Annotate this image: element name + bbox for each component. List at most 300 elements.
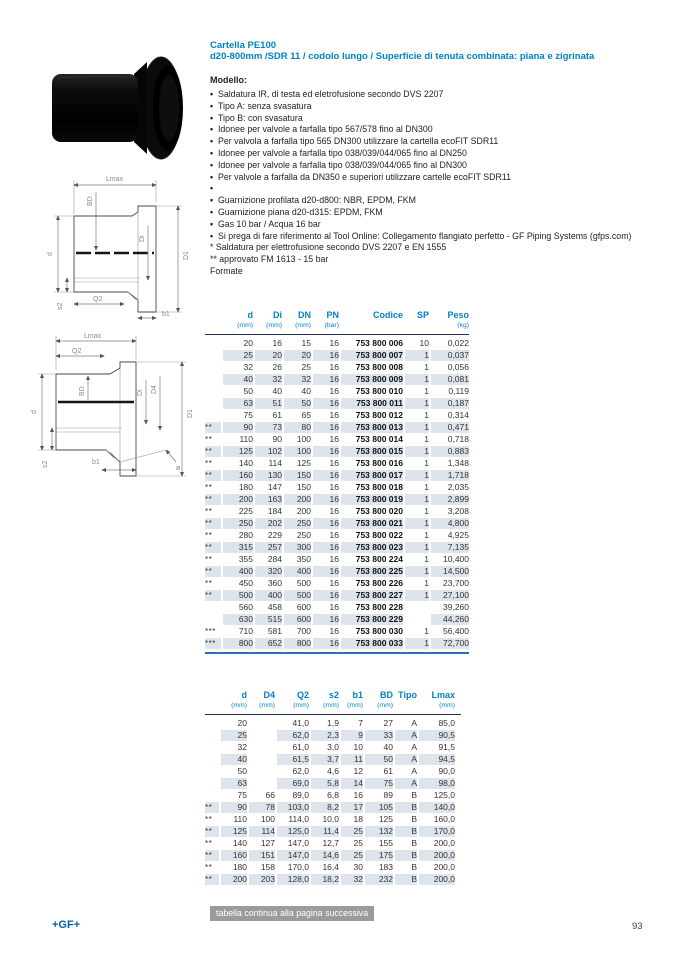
sp-cell: 1 — [424, 362, 429, 372]
model-bullet-item: • Idonee per valvole a farfalla tipo 567/578 fino al DN300 — [210, 124, 660, 136]
pn-cell: 16 — [313, 350, 339, 361]
footnote-marker-cell: ** — [205, 874, 219, 885]
table-row — [205, 410, 469, 421]
pn-cell: 16 — [313, 614, 339, 625]
q2-cell: 103,0 — [277, 802, 309, 813]
bd-cell: 89 — [383, 790, 393, 800]
table-row — [205, 802, 461, 813]
dim-label: Lmax — [84, 333, 102, 340]
table-row — [205, 470, 469, 481]
table-row — [205, 838, 461, 849]
pn-cell: 16 — [329, 530, 339, 540]
sp-cell: 1 — [405, 518, 429, 529]
bd-cell: 132 — [365, 826, 393, 837]
sp-cell: 1 — [405, 638, 429, 649]
sp-cell: 1 — [405, 398, 429, 409]
q2-cell: 61,0 — [292, 742, 309, 752]
dn-cell: 40 — [301, 386, 311, 396]
table-row — [205, 742, 461, 753]
d-cell: 160 — [221, 850, 247, 861]
q2-cell: 147,0 — [277, 850, 309, 861]
footnote-marker-cell: ** — [205, 531, 213, 540]
d-cell: 110 — [233, 814, 247, 824]
table-row — [205, 362, 469, 373]
col-header: Peso — [447, 310, 469, 320]
di-cell: 73 — [255, 422, 282, 433]
sp-cell: 1 — [405, 446, 429, 457]
di-cell: 320 — [255, 566, 282, 577]
d-cell: 25 — [221, 730, 247, 741]
model-bullet-item — [210, 183, 660, 195]
d-cell: 280 — [238, 530, 253, 540]
pn-cell: 16 — [313, 542, 339, 553]
peso-cell: 14,500 — [431, 566, 469, 577]
q2-cell: 69,0 — [277, 778, 309, 789]
dn-cell: 25 — [301, 362, 311, 372]
codice-cell: 753 800 013 — [341, 422, 403, 433]
peso-cell: 56,400 — [443, 626, 469, 636]
model-bullet-item: • Tipo B: con svasatura — [210, 113, 660, 125]
pn-cell: 16 — [329, 410, 339, 420]
footnote-marker-cell: ** — [205, 470, 221, 481]
col-header: Di — [273, 310, 282, 320]
peso-cell: 2,035 — [447, 482, 469, 492]
d-cell: 140 — [232, 838, 247, 848]
table-row — [205, 718, 461, 729]
col-unit: (mm) — [295, 322, 311, 329]
peso-cell: 0,718 — [447, 434, 469, 444]
sp-cell: 1 — [405, 422, 429, 433]
table-row — [205, 778, 461, 789]
table-row — [205, 754, 461, 765]
s2-cell: 11,4 — [311, 826, 339, 837]
b1-cell: 9 — [341, 730, 363, 741]
sp-cell: 1 — [405, 494, 429, 505]
d4-cell: 100 — [260, 814, 275, 824]
footnote-2: ** approvato FM 1613 - 15 bar — [210, 254, 329, 265]
d4-cell: 114 — [249, 826, 275, 837]
footnote-marker-cell: ** — [205, 435, 213, 444]
d-cell: 50 — [243, 386, 253, 396]
pn-cell: 16 — [313, 518, 339, 529]
col-unit: (mm) — [266, 322, 282, 329]
model-bullet-item: • Gas 10 bar / Acqua 16 bar — [210, 219, 660, 231]
di-cell: 652 — [255, 638, 282, 649]
table-row — [205, 494, 469, 505]
gf-logo: +GF+ — [52, 919, 81, 931]
dn-cell: 65 — [301, 410, 311, 420]
b1-cell: 25 — [341, 826, 363, 837]
d-cell: 200 — [221, 874, 247, 885]
dim-label: d — [47, 252, 54, 256]
d-cell: 20 — [243, 338, 253, 348]
codice-cell: 753 800 225 — [341, 566, 403, 577]
peso-cell: 0,471 — [431, 422, 469, 433]
d-cell: 20 — [237, 718, 247, 728]
formats-label: Formate — [210, 265, 243, 276]
di-cell: 32 — [255, 374, 282, 385]
col-unit: (mm) — [237, 322, 253, 329]
dn-cell: 500 — [296, 578, 311, 588]
table-row — [205, 814, 461, 825]
bd-cell: 125 — [378, 814, 393, 824]
s2-cell: 1,9 — [327, 718, 339, 728]
peso-cell: 0,022 — [447, 338, 469, 348]
pn-cell: 16 — [313, 398, 339, 409]
pn-cell: 16 — [329, 554, 339, 564]
d-cell: 63 — [221, 778, 247, 789]
table-row — [205, 602, 469, 613]
codice-cell: 753 800 009 — [341, 374, 403, 385]
bd-cell: 155 — [378, 838, 393, 848]
table-row — [205, 826, 461, 837]
table-row — [205, 766, 461, 777]
d-cell: 25 — [223, 350, 253, 361]
codice-cell: 753 800 227 — [341, 590, 403, 601]
pn-cell: 16 — [313, 446, 339, 457]
peso-cell: 1,348 — [447, 458, 469, 468]
b1-cell: 18 — [353, 814, 363, 824]
dim-label: Lmax — [106, 176, 124, 183]
di-cell: 147 — [267, 482, 282, 492]
sp-cell: 1 — [424, 626, 429, 636]
footnote-marker-cell: ** — [205, 459, 213, 468]
technical-drawing-tipo-b — [26, 328, 214, 484]
d-cell: 400 — [223, 566, 253, 577]
dn-cell: 32 — [284, 374, 311, 385]
dn-cell: 100 — [296, 434, 311, 444]
dn-cell: 400 — [284, 566, 311, 577]
lmax-cell: 170,0 — [419, 826, 455, 837]
dim-label: Q2 — [72, 348, 82, 355]
codice-cell: 753 800 018 — [355, 482, 403, 492]
s2-cell: 8,2 — [311, 802, 339, 813]
d-cell: 160 — [223, 470, 253, 481]
d4-cell: 127 — [260, 838, 275, 848]
dn-cell: 300 — [284, 542, 311, 553]
d-cell: 200 — [223, 494, 253, 505]
b1-cell: 25 — [341, 850, 363, 861]
table-row — [205, 790, 461, 801]
sp-cell: 1 — [405, 566, 429, 577]
lmax-cell: 200,0 — [433, 838, 455, 848]
codice-cell: 753 800 224 — [355, 554, 403, 564]
table-row — [205, 554, 469, 565]
q2-cell: 147,0 — [287, 838, 309, 848]
peso-cell: 0,056 — [447, 362, 469, 372]
s2-cell: 14,6 — [311, 850, 339, 861]
footnote-marker-cell: ** — [205, 555, 213, 564]
d-cell: 40 — [221, 754, 247, 765]
pn-cell: 16 — [329, 602, 339, 612]
footnote-marker-cell: ** — [205, 802, 219, 813]
col-header: Tipo — [398, 690, 417, 700]
pn-cell: 16 — [313, 374, 339, 385]
tipo-cell: B — [395, 874, 417, 885]
pn-cell: 16 — [313, 590, 339, 601]
codice-cell: 753 800 011 — [341, 398, 403, 409]
model-bullet-item: • Guarnizione profilata d20-d800: NBR, EPDM, FKM — [210, 195, 660, 207]
footnote-marker-cell: ** — [205, 446, 221, 457]
s2-cell: 5,8 — [311, 778, 339, 789]
d4-cell: 151 — [249, 850, 275, 861]
d-cell: 250 — [223, 518, 253, 529]
pn-cell: 16 — [313, 638, 339, 649]
di-cell: 184 — [267, 506, 282, 516]
footnote-marker-cell: ** — [205, 850, 219, 861]
col-unit: (mm) — [259, 702, 275, 709]
codice-cell: 753 800 015 — [341, 446, 403, 457]
d-cell: 450 — [238, 578, 253, 588]
model-heading: Modello: — [210, 75, 247, 85]
lmax-cell: 90,0 — [438, 766, 455, 776]
col-unit: (mm) — [439, 702, 455, 709]
footnote-marker-cell: ** — [205, 579, 213, 588]
model-bullet-item: • Saldatura IR, di testa ed eletrofusione secondo DVS 2207 — [210, 89, 660, 101]
col-unit: (mm) — [293, 702, 309, 709]
sp-cell: 1 — [424, 458, 429, 468]
footnote-marker-cell: ** — [205, 566, 221, 577]
q2-cell: 125,0 — [277, 826, 309, 837]
dn-cell: 150 — [296, 482, 311, 492]
pn-cell: 16 — [329, 626, 339, 636]
d-cell: 355 — [238, 554, 253, 564]
codice-cell: 753 800 008 — [355, 362, 403, 372]
footnote-marker-cell: ** — [205, 494, 221, 505]
peso-cell: 27,100 — [431, 590, 469, 601]
sp-cell: 1 — [424, 482, 429, 492]
s2-cell: 18,2 — [311, 874, 339, 885]
pn-cell: 16 — [329, 338, 339, 348]
s2-cell: 3,0 — [327, 742, 339, 752]
codice-cell: 753 800 229 — [341, 614, 403, 625]
lmax-cell: 90,5 — [419, 730, 455, 741]
table1-bottom-rule — [205, 652, 469, 654]
col-unit: (mm) — [323, 702, 339, 709]
col-header: d — [241, 690, 247, 700]
table-continues-banner: tabella continua alla pagina successiva — [210, 906, 374, 921]
lmax-cell: 98,0 — [419, 778, 455, 789]
b1-cell: 25 — [353, 838, 363, 848]
peso-cell: 7,135 — [431, 542, 469, 553]
model-bullet-list — [210, 89, 660, 242]
b1-cell: 7 — [358, 718, 363, 728]
q2-cell: 170,0 — [287, 862, 309, 872]
dim-label: Q2 — [93, 296, 103, 303]
bd-cell: 75 — [365, 778, 393, 789]
dn-cell: 500 — [284, 590, 311, 601]
d-cell: 180 — [232, 862, 247, 872]
s2-cell: 3,7 — [311, 754, 339, 765]
col-header: s2 — [328, 690, 339, 700]
dn-cell: 800 — [284, 638, 311, 649]
b1-cell: 16 — [353, 790, 363, 800]
lmax-cell: 125,0 — [433, 790, 455, 800]
bd-cell: 40 — [383, 742, 393, 752]
footnote-marker-cell: *** — [205, 638, 221, 649]
b1-cell: 14 — [341, 778, 363, 789]
col-unit: (mm) — [377, 702, 393, 709]
codice-cell: 753 800 020 — [355, 506, 403, 516]
lmax-cell: 140,0 — [419, 802, 455, 813]
flange-adapter-image — [52, 57, 183, 159]
footnote-marker-cell: ** — [205, 826, 219, 837]
table-row — [205, 386, 469, 397]
peso-cell: 0,037 — [431, 350, 469, 361]
codice-cell: 753 800 014 — [355, 434, 403, 444]
tipo-cell: A — [395, 778, 417, 789]
footnote-marker-cell: *** — [205, 627, 216, 636]
footnote-marker-cell: ** — [205, 483, 213, 492]
b1-cell: 10 — [353, 742, 363, 752]
d-cell: 315 — [223, 542, 253, 553]
d-cell: 90 — [221, 802, 247, 813]
q2-cell: 61,5 — [277, 754, 309, 765]
footnote-marker-cell: ** — [205, 542, 221, 553]
tipo-cell: B — [411, 862, 417, 872]
d-cell: 800 — [223, 638, 253, 649]
codice-cell: 753 800 019 — [341, 494, 403, 505]
di-cell: 51 — [255, 398, 282, 409]
dn-cell: 15 — [301, 338, 311, 348]
dn-cell: 200 — [284, 494, 311, 505]
bd-cell: 50 — [365, 754, 393, 765]
codice-cell: 753 800 010 — [355, 386, 403, 396]
bd-cell: 175 — [365, 850, 393, 861]
di-cell: 26 — [272, 362, 282, 372]
sp-cell: 1 — [405, 374, 429, 385]
col-unit: (bar) — [324, 322, 339, 329]
dim-label: d — [31, 410, 38, 414]
peso-cell: 0,081 — [431, 374, 469, 385]
col-header: DN — [298, 310, 311, 320]
dn-cell: 600 — [296, 602, 311, 612]
page-number: 93 — [632, 921, 643, 932]
dim-label: b1 — [92, 459, 100, 466]
dn-cell: 250 — [284, 518, 311, 529]
peso-cell: 23,700 — [443, 578, 469, 588]
q2-cell: 89,0 — [292, 790, 309, 800]
dn-cell: 350 — [296, 554, 311, 564]
col-header: BD — [380, 690, 393, 700]
table-row — [205, 874, 461, 885]
di-cell: 163 — [255, 494, 282, 505]
d-cell: 560 — [238, 602, 253, 612]
q2-cell: 62,0 — [277, 730, 309, 741]
footnote-marker-cell: ** — [205, 839, 213, 848]
dim-label: D1 — [187, 409, 194, 418]
d-cell: 40 — [223, 374, 253, 385]
dim-label: s2 — [57, 302, 64, 310]
bd-cell: 232 — [365, 874, 393, 885]
model-bullet-item: • Guarnizione piana d20-d315: EPDM, FKM — [210, 207, 660, 219]
d-cell: 32 — [243, 362, 253, 372]
bd-cell: 105 — [365, 802, 393, 813]
dim-label: BD — [87, 196, 94, 206]
tipo-cell: A — [411, 766, 417, 776]
pn-cell: 16 — [329, 458, 339, 468]
table-row — [205, 530, 469, 541]
pn-cell: 16 — [329, 434, 339, 444]
col-unit: (mm) — [347, 702, 363, 709]
model-bullet-item: • Si prega di fare riferimento al Tool Online: Collegamento flangiato perfetto - GF Piping Systems (gfps.com) — [210, 231, 660, 243]
bd-cell: 33 — [365, 730, 393, 741]
sp-cell: 1 — [405, 542, 429, 553]
footnote-marker-cell: ** — [205, 590, 221, 601]
d-cell: 63 — [223, 398, 253, 409]
table1-header-rule — [205, 334, 469, 335]
pn-cell: 16 — [329, 578, 339, 588]
tipo-cell: A — [411, 718, 417, 728]
sp-cell: 1 — [424, 434, 429, 444]
codice-cell: 753 800 226 — [355, 578, 403, 588]
dim-label: BD — [79, 386, 86, 396]
col-unit: (kg) — [457, 322, 469, 329]
col-header: d — [247, 310, 253, 320]
sp-cell: 1 — [424, 578, 429, 588]
di-cell: 229 — [267, 530, 282, 540]
lmax-cell: 91,5 — [438, 742, 455, 752]
bd-cell: 61 — [383, 766, 393, 776]
di-cell: 130 — [255, 470, 282, 481]
table-row — [205, 434, 469, 445]
sp-cell: 1 — [424, 530, 429, 540]
d-cell: 180 — [238, 482, 253, 492]
footnote-marker-cell: ** — [205, 507, 213, 516]
dn-cell: 200 — [296, 506, 311, 516]
lmax-cell: 200,0 — [419, 850, 455, 861]
di-cell: 16 — [272, 338, 282, 348]
peso-cell: 44,260 — [431, 614, 469, 625]
d-cell: 500 — [223, 590, 253, 601]
table-row — [205, 374, 469, 385]
dn-cell: 250 — [296, 530, 311, 540]
dn-cell: 80 — [284, 422, 311, 433]
d-cell: 110 — [239, 434, 253, 444]
footnote-marker-cell: ** — [205, 518, 221, 529]
codice-cell: 753 800 016 — [355, 458, 403, 468]
footnote-1: * Saldatura per elettrofusione secondo DVS 2207 e EN 1555 — [210, 242, 447, 253]
s2-cell: 12,7 — [322, 838, 339, 848]
pn-cell: 16 — [313, 494, 339, 505]
di-cell: 515 — [255, 614, 282, 625]
pn-cell: 16 — [329, 386, 339, 396]
d-cell: 50 — [237, 766, 247, 776]
d-cell: 125 — [223, 446, 253, 457]
description-column — [210, 40, 660, 278]
table-row — [205, 862, 461, 873]
model-bullet-item: • Idonee per valvole a farfalla tipo 038/039/044/065 fino al DN250 — [210, 148, 660, 160]
sp-cell: 1 — [424, 554, 429, 564]
technical-drawing-tipo-a — [38, 168, 208, 322]
codice-cell: 753 800 022 — [355, 530, 403, 540]
d4-cell: 78 — [249, 802, 275, 813]
peso-cell: 10,400 — [443, 554, 469, 564]
d-cell: 140 — [238, 458, 253, 468]
tipo-cell: B — [411, 790, 417, 800]
d-cell: 75 — [243, 410, 253, 420]
d-cell: 32 — [237, 742, 247, 752]
sp-cell: 1 — [405, 590, 429, 601]
dimension-table-2 — [205, 690, 461, 885]
col-header: PN — [326, 310, 339, 320]
table-row — [205, 458, 469, 469]
dimension-table-1 — [205, 310, 469, 654]
tipo-cell: B — [395, 826, 417, 837]
pn-cell: 16 — [329, 482, 339, 492]
col-header: Q2 — [296, 690, 309, 700]
di-cell: 90 — [272, 434, 282, 444]
